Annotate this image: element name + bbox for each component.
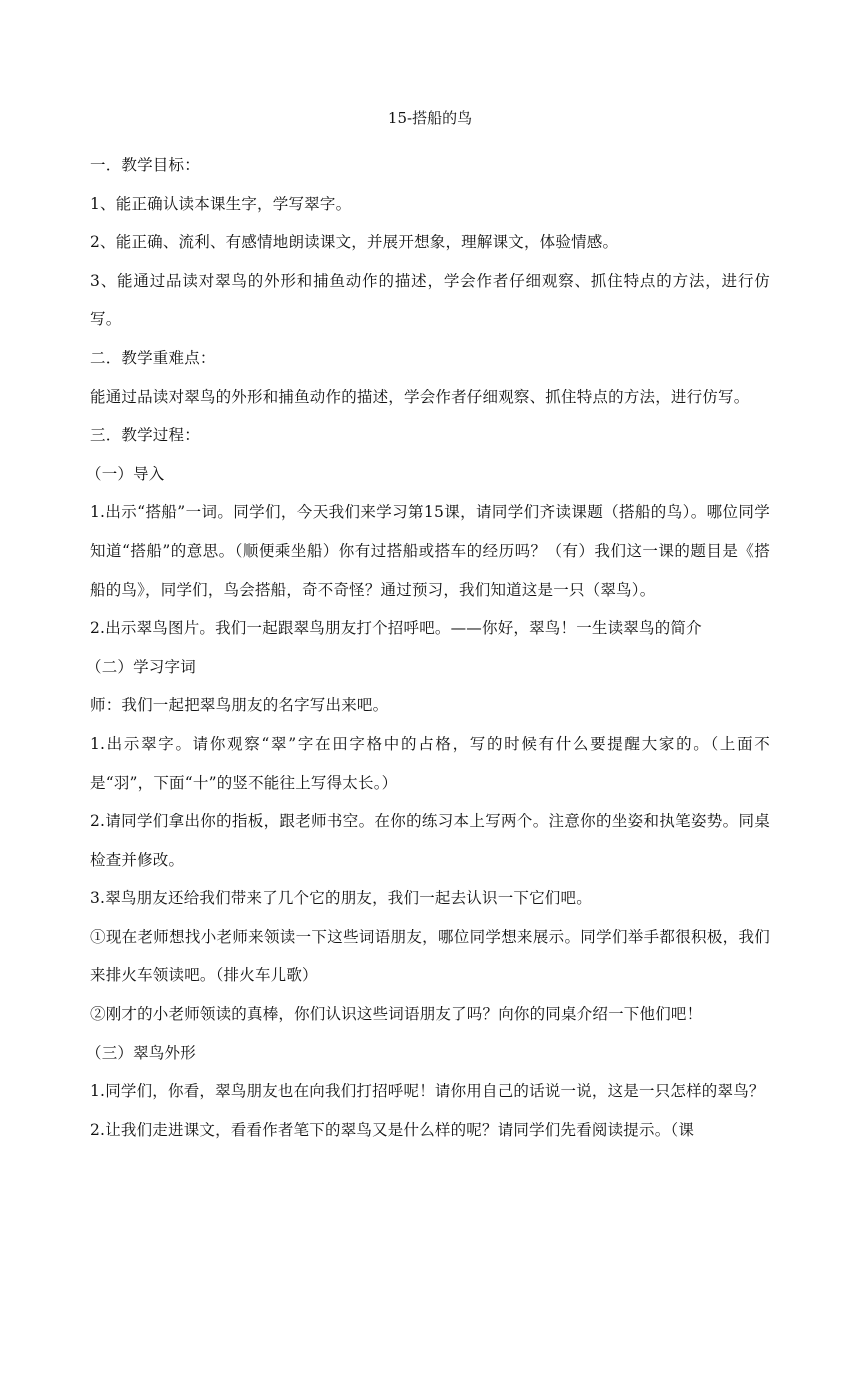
document-title: 15-搭船的鸟 bbox=[387, 109, 473, 127]
subsection-heading-vocabulary: （二）学习字词 bbox=[86, 657, 196, 676]
paragraph: 3.翠鸟朋友还给我们带来了几个它的朋友，我们一起去认识一下它们吧。 bbox=[90, 889, 592, 908]
paragraph: 2.请同学们拿出你的指板，跟老师书空。在你的练习本上写两个。注意你的坐姿和执笔姿势。同桌检查并修改。 bbox=[90, 812, 770, 869]
subsection-heading-intro: （一）导入 bbox=[86, 464, 165, 483]
paragraph: 2.让我们走进课文，看看作者笔下的翠鸟又是什么样的呢？请同学们先看阅读提示。（课 bbox=[90, 1120, 695, 1139]
paragraph: ②刚才的小老师领读的真棒，你们认识这些词语朋友了吗？向你的同桌介绍一下他们吧！ bbox=[90, 1005, 703, 1024]
subsection-heading-appearance: （三）翠鸟外形 bbox=[86, 1043, 196, 1062]
section-heading-goals: 一．教学目标： bbox=[90, 156, 200, 174]
paragraph: ①现在老师想找小老师来领读一下这些词语朋友，哪位同学想来展示。同学们举手都很积极，我们来排火车领读吧。（排火车儿歌） bbox=[90, 927, 770, 985]
paragraph: 1.出示翠字。请你观察“翠”字在田字格中的占格，写的时候有什么要提醒大家的。（上面不是“羽”，下面“十”的竖不能往上写得太长。） bbox=[90, 734, 770, 792]
paragraph: 1.出示“搭船”一词。同学们，今天我们来学习第15课，请同学们齐读课题（搭船的鸟）。哪位同学知道“搭船”的意思。（顺便乘坐船）你有过搭船或搭车的经历吗？（有）我们这一课的题目是《搭船的鸟》，同学们，鸟会搭船，奇不奇怪？通过预习，我们知道这是一只（翠鸟）。 bbox=[90, 503, 770, 599]
document-body bbox=[86, 146, 770, 1149]
paragraph: 能通过品读对翠鸟的外形和捕鱼动作的描述，学会作者仔细观察、抓住特点的方法，进行仿写。 bbox=[90, 387, 750, 406]
paragraph: 师：我们一起把翠鸟朋友的名字写出来吧。 bbox=[90, 696, 389, 715]
section-heading-process: 三．教学过程： bbox=[90, 426, 200, 445]
section-heading-key-points: 二．教学重难点： bbox=[90, 348, 216, 367]
paragraph: 3、能通过品读对翠鸟的外形和捕鱼动作的描述，学会作者仔细观察、抓住特点的方法，进行仿写。 bbox=[90, 271, 770, 329]
paragraph: 2、能正确、流利、有感情地朗读课文，并展开想象，理解课文，体验情感。 bbox=[90, 233, 619, 252]
paragraph: 1、能正确认读本课生字，学写翠字。 bbox=[90, 194, 352, 213]
paragraph: 2.出示翠鸟图片。我们一起跟翠鸟朋友打个招呼吧。——你好，翠鸟！一生读翠鸟的简介 bbox=[90, 619, 702, 638]
paragraph: 1.同学们，你看，翠鸟朋友也在向我们打招呼呢！请你用自己的话说一说，这是一只怎样的翠鸟？ bbox=[90, 1082, 765, 1101]
